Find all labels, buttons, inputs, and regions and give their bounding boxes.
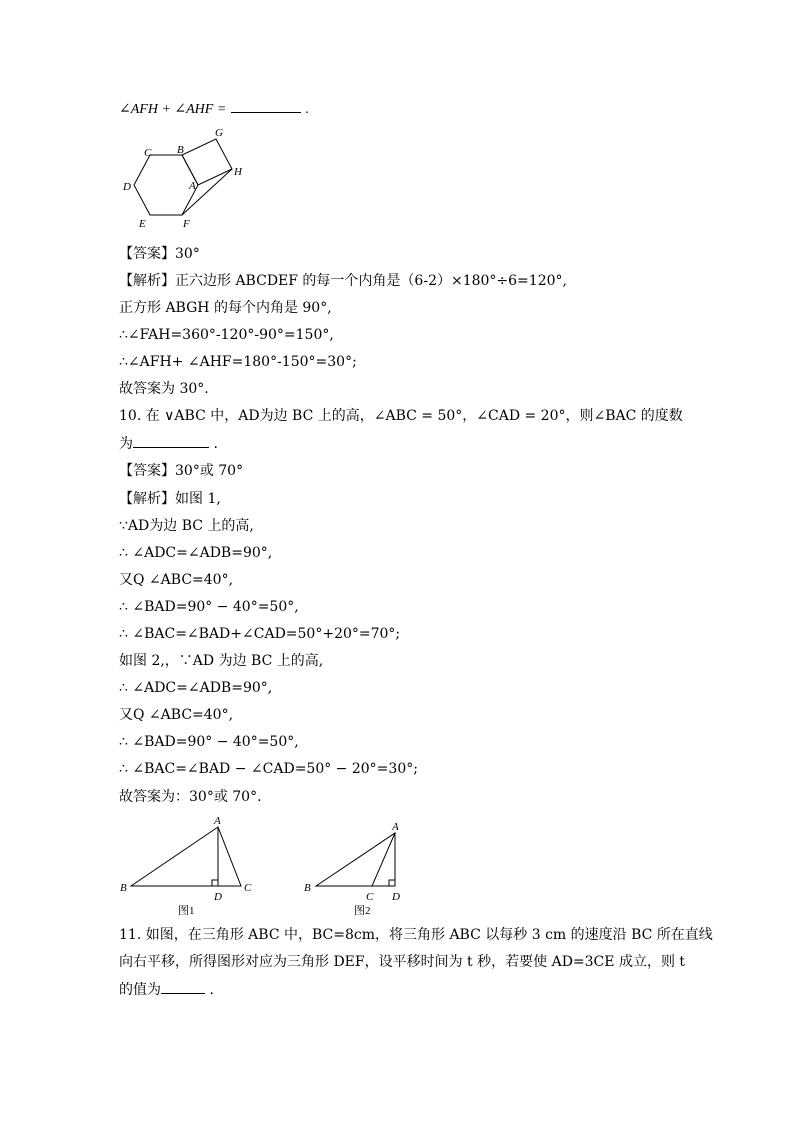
q9-answer: 【答案】30° <box>119 246 200 262</box>
fig1-label-b: B <box>120 882 127 894</box>
fig2-label-c: C <box>366 891 374 903</box>
q11-stem-prefix: 的值为 <box>119 982 161 998</box>
label-d: D <box>123 181 131 193</box>
label-g: G <box>215 127 223 139</box>
q10-analysis-line: ∴ ∠BAD=90° − 40°=50°, <box>119 734 299 750</box>
fig2-label-b: B <box>304 882 311 894</box>
hexagon-square-figure <box>110 122 260 232</box>
q9-analysis-line: 【解析】正六边形 ABCDEF 的每一个内角是（6-2）×180°÷6=120°, <box>119 273 567 289</box>
square-shape <box>182 139 232 185</box>
q9-end-mark: . <box>305 102 309 117</box>
q10-analysis-line: 又Q ∠ABC=40°, <box>119 572 234 588</box>
fig2-caption: 图2 <box>354 905 371 917</box>
segment-fh <box>182 169 232 215</box>
q10-end-mark: . <box>213 436 218 452</box>
q9-analysis-line: ∴∠FAH=360°-120°-90°=150°, <box>119 327 334 343</box>
label-a: A <box>189 180 196 192</box>
q10-answer-blank <box>133 433 209 448</box>
q10-analysis-line: ∴ ∠ADC=∠ADB=90°, <box>119 680 273 696</box>
q10-analysis-line: 又Q ∠ABC=40°, <box>119 707 234 723</box>
q10-analysis-line: 故答案为：30°或 70°. <box>119 789 262 805</box>
q10-stem-line-1: 10. 在 ∨ABC 中，AD为边 BC 上的高，∠ABC = 50°，∠CAD = 20°，则∠BAC 的度数 <box>119 408 683 424</box>
q9-analysis-line: 故答案为 30°. <box>119 381 209 397</box>
q9-answer-blank <box>231 98 301 113</box>
fig2-label-a: A <box>392 821 399 833</box>
q10-stem-line-2 <box>119 433 218 454</box>
right-angle-mark-fig2 <box>389 880 395 886</box>
label-f: F <box>183 218 190 230</box>
q11-stem-line-1: 11. 如图，在三角形 ABC 中，BC=8cm，将三角形 ABC 以每秒 3 cm 的速度沿 BC 所在直线 <box>119 927 713 943</box>
triangle-figure-2 <box>298 812 418 920</box>
q10-answer: 【答案】30°或 70° <box>119 463 244 479</box>
q10-analysis-line: ∴ ∠ADC=∠ADB=90°, <box>119 545 273 561</box>
q9-stem-line <box>119 98 309 120</box>
right-angle-mark-fig1 <box>212 880 218 886</box>
q11-end-mark: . <box>209 982 214 998</box>
fig1-label-a: A <box>214 815 221 827</box>
q9-analysis-line: 正方形 ABGH 的每个内角是 90°, <box>119 300 332 316</box>
label-b: B <box>177 144 184 156</box>
label-h: H <box>234 166 242 178</box>
fig2-label-d: D <box>392 891 400 903</box>
q9-analysis-line: ∴∠AFH+ ∠AHF=180°-150°=30°; <box>119 354 357 370</box>
triangle-figure-1 <box>110 812 270 920</box>
q11-answer-blank <box>161 979 205 994</box>
triangle-abc-fig1 <box>131 827 241 886</box>
label-c: C <box>144 147 152 159</box>
q10-analysis-line: 如图 2,，∵AD 为边 BC 上的高, <box>119 653 324 669</box>
q11-stem-line-3 <box>119 979 214 1000</box>
q10-analysis-line: ∵AD为边 BC 上的高, <box>119 518 254 534</box>
q11-stem-line-2: 向右平移，所得图形对应为三角形 DEF，设平移时间为 t 秒，若要使 AD=3CE 成立，则 t <box>119 954 686 970</box>
q10-analysis-line: ∴ ∠BAC=∠BAD+∠CAD=50°+20°=70°; <box>119 626 401 642</box>
label-e: E <box>139 218 146 230</box>
q10-stem-prefix: 为 <box>119 436 133 452</box>
q9-stem-expression: ∠AFH + ∠AHF = <box>119 102 227 117</box>
q10-analysis-line: 【解析】如图 1, <box>119 491 221 507</box>
q10-analysis-line: ∴ ∠BAC=∠BAD − ∠CAD=50° − 20°=30°; <box>119 761 418 777</box>
fig1-label-d: D <box>214 891 222 903</box>
fig1-label-c: C <box>244 882 252 894</box>
q10-analysis-line: ∴ ∠BAD=90° − 40°=50°, <box>119 599 299 615</box>
fig1-caption: 图1 <box>178 905 195 917</box>
